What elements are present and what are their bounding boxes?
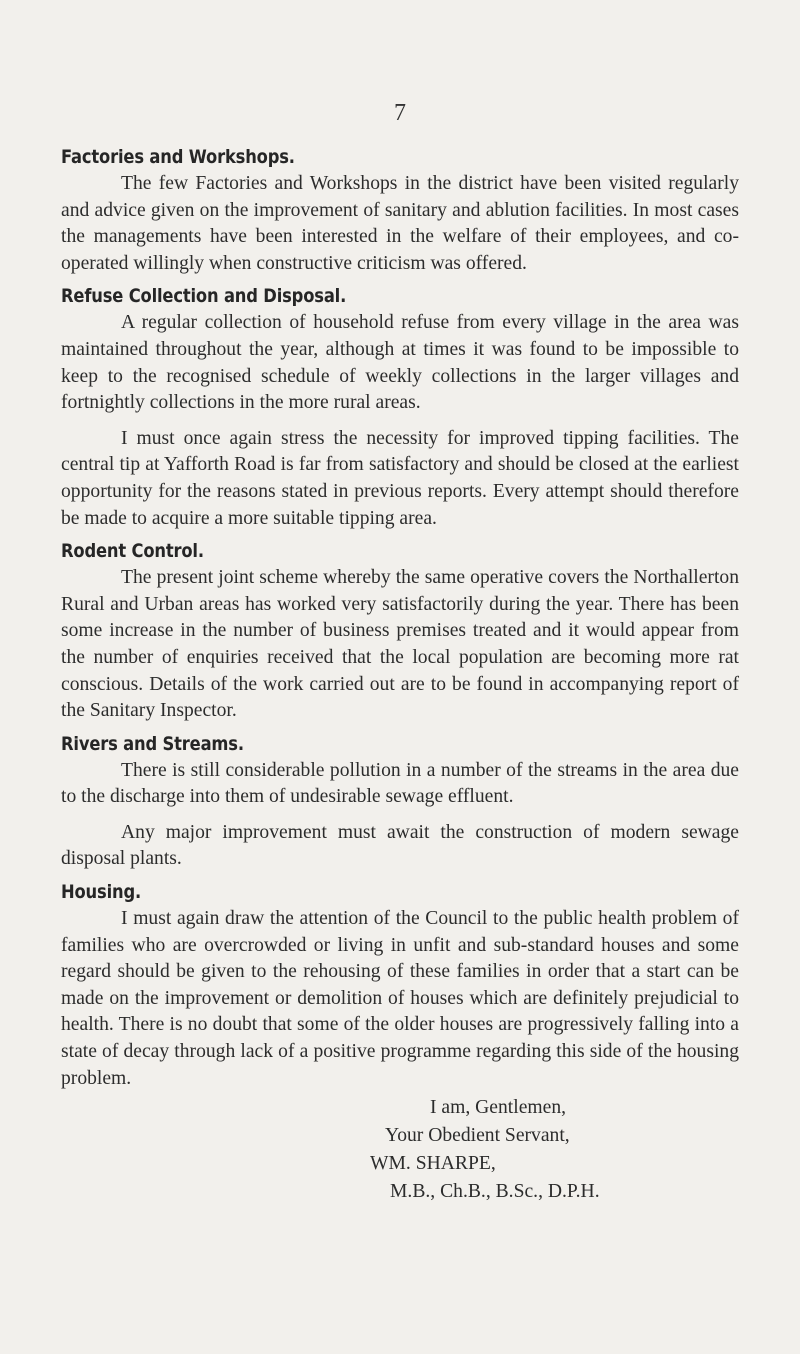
section-heading: Refuse Collection and Disposal. [61, 285, 347, 308]
valediction: Your Obedient Servant, [385, 1125, 570, 1147]
paragraph: The present joint scheme whereby the same operative covers the Northallerton Rural and Urban areas has worked very satisfactorily during the year. There has been some increase in the number of business premises treated and it would appear from the number of enquiries received that the local population are becoming more rat conscious. Details of the work carried out are to be found in accompanying report of the Sanitary Inspector. [61, 567, 739, 722]
section-heading: Rivers and Streams. [61, 732, 244, 755]
paragraph: The few Factories and Workshops in the district have been visited regularly and advice given on the improvement of sanitary and ablution facilities. In most cases the managements have been interested in the welfare of their employees, and co-operated willingly when constructive criticism was offered. [61, 173, 739, 274]
letter-closing [61, 1094, 739, 1206]
paragraph: Any major improvement must await the construction of modern sewage disposal plants. [61, 821, 739, 870]
paragraph: I must again draw the attention of the Council to the public health problem of families who are overcrowded or living in unfit and sub-standard houses and some regard should be given to the rehousing of these families in order that a start can be made on the improvement or demolition of houses which are definitely prejudicial to health. There is no doubt that some of the older houses are progressively falling into a state of decay through lack of a positive programme regarding this side of the housing problem. [61, 908, 739, 1089]
paragraph: A regular collection of household refuse from every village in the area was maintained throughout the year, although at times it was found to be impossible to keep to the recognised schedule of weekly collections in the larger villages and fortnightly collections in the more rural areas. [61, 312, 739, 414]
section-refuse-collection [61, 282, 739, 532]
paragraph: There is still considerable pollution in a number of the streams in the area due to the discharge into them of undesirable sewage effluent. [61, 759, 739, 808]
section-rivers-streams [61, 730, 739, 873]
paragraph: I must once again stress the necessity for improved tipping facilities. The central tip at Yafforth Road is far from satisfactory and should be closed at the earliest opportunity for the reasons stated in previous reports. Every attempt should therefore be made to acquire a more suitable tipping area. [61, 427, 739, 529]
section-heading: Rodent Control. [61, 540, 204, 563]
section-factories-workshops [61, 143, 739, 277]
signatory-qualifications: M.B., Ch.B., B.Sc., D.P.H. [390, 1181, 600, 1203]
signatory-name: WM. SHARPE, [370, 1153, 496, 1175]
section-housing [61, 878, 739, 1092]
salutation: I am, Gentlemen, [430, 1097, 567, 1119]
section-rodent-control [61, 537, 739, 725]
page-number: 7 [394, 100, 406, 126]
report-body [61, 143, 739, 1206]
section-heading: Housing. [61, 881, 142, 904]
section-heading: Factories and Workshops. [61, 146, 295, 168]
